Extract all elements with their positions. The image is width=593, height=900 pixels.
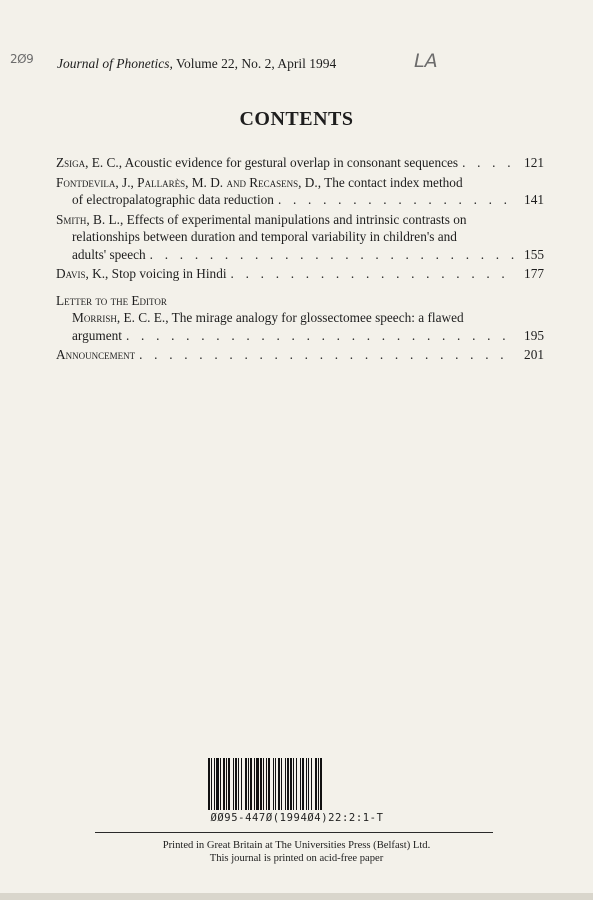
entry-title-line: The mirage analogy for glossectomee speech: a flawed [171,310,464,325]
entry-title-line: of electropalatographic data reduction [72,192,274,207]
entry-title: Stop voicing in Hindi [111,266,227,281]
footer-line-printer: Printed in Great Britain at The Universities Press (Belfast) Ltd. [162,840,431,851]
handwritten-annotation-left: 2Ø9 [10,52,34,66]
entry-author: Fontdevila, J., Pallarès, M. D. and Recasens, D., [56,174,322,190]
toc-entry-davis [56,265,544,283]
barcode-bars [208,758,386,810]
entry-title-line: adults' speech [72,246,146,262]
entry-title: Acoustic evidence for gestural overlap in consonant sequences [124,155,459,170]
barcode-number: ØØ95-447Ø(1994Ø4)22:2:1-T [210,812,384,824]
entry-author: Davis, K., [56,266,109,281]
section-heading: Letter to the Editor [56,292,167,308]
page-bottom-edge [0,893,593,900]
dot-leader [139,346,514,364]
entry-page: 141 [524,192,544,207]
footer-divider [95,832,493,833]
entry-page: 177 [524,266,544,281]
journal-name: Journal of Phonetics, [57,56,173,71]
entry-page: 121 [524,155,544,170]
toc-entry-smith [56,211,544,264]
dot-leader [462,154,514,172]
dot-leader [126,327,514,345]
footer-line-paper: This journal is printed on acid-free paper [209,853,384,864]
table-of-contents [56,154,544,364]
entry-author: Morrish, E. C. E., [72,310,169,325]
entry-page: 195 [524,327,544,343]
toc-entry-fontdevila [56,174,544,209]
handwritten-annotation-right: LA [414,50,438,72]
entry-title-line: The contact index method [324,174,463,190]
barcode [208,758,386,828]
entry-author: Smith, B. L., [56,211,124,227]
printer-footer [0,839,593,865]
entry-title-line: relationships between duration and temporal variability in children's and [72,229,457,244]
page-title: CONTENTS [239,108,354,130]
dot-leader [278,191,514,209]
entry-title-line: Effects of experimental manipulations and intrinsic contrasts on [126,211,467,227]
journal-details: Volume 22, No. 2, April 1994 [176,56,337,71]
entry-title-line: argument [72,327,122,343]
entry-page: 201 [524,347,544,362]
entry-page: 155 [524,246,544,262]
toc-entry-announcement [56,346,544,364]
toc-section-letter [56,292,544,345]
dot-leader [231,265,514,283]
dot-leader [150,246,514,264]
toc-entry-zsiga [56,154,544,172]
entry-author: Zsiga, E. C., [56,155,123,170]
journal-header [57,56,336,72]
entry-title: Announcement [56,347,136,362]
